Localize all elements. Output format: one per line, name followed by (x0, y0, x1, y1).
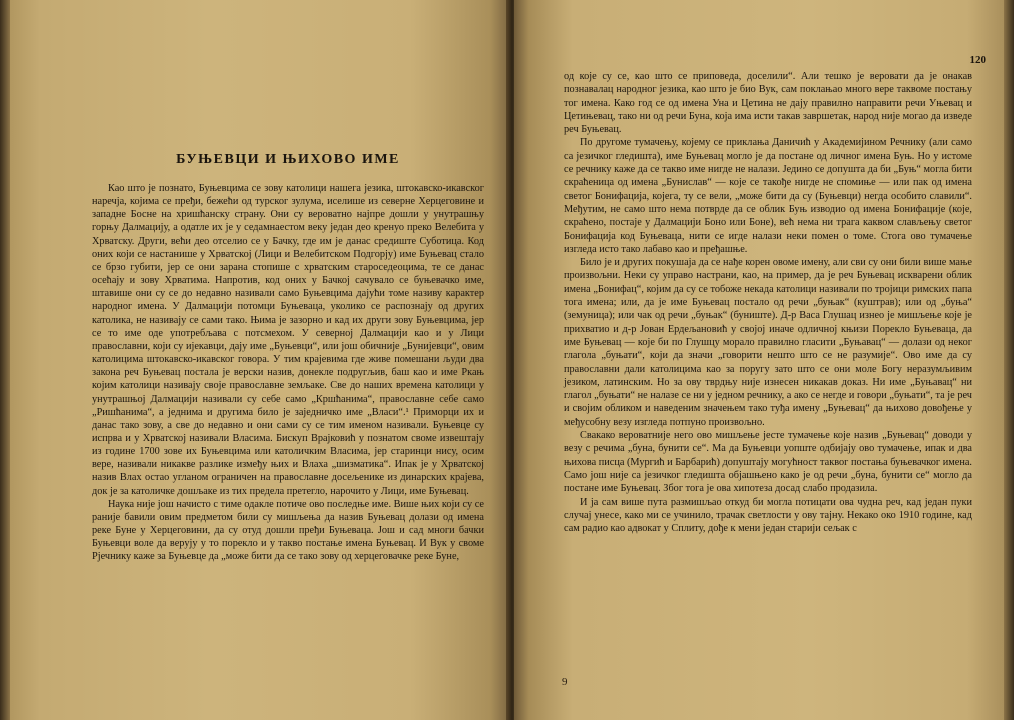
left-page (10, 0, 510, 720)
right-paragraph-1: од које су се, као што се приповеда, доселили“. Али тешко је веровати да је онакав познавалац народног језика, као што је био Вук, сам поклањао много вере таквоме постању тог имена. Како год се од имена Уна и Цетина не дају правилно направити речи Уњевац и Цетињевац, тако ни од речи Буна, која има исти такав завршетак, народ није могао да изведе реч Буњевац. (564, 71, 972, 136)
book-edge-left (0, 0, 10, 720)
chapter-title: БУЊЕВЦИ И ЊИХОВО ИМЕ (176, 152, 400, 167)
right-paragraph-2: По другоме тумачењу, којему се приклања Даничић у Академијином Речнику (али само са језичког гледишта), име Буњевац могло је да постане од личног имена Буњ. Но у истоме се речнику каже да се такво име нигде не налази. Једино се допушта да би „Буњ“ могла бити скраћеница од имена „Бунислав“ — које се такође нигде не спомиње — или пак од имена светог Бонифација, којега, ту се вели, „може бити да су (Буњевци) негда особито славили“. Међутим, не само што нема потврде да се облик Буњ изводио од имена Бонифације (које, скраћено, постаје у Далмацији Боно или Боне), већ нема ни трага каквом слављењу светог Бонифација код Буњеваца, нити се игде налази неки помен о томе. Стога ово тумачење изгледа исто тако лабаво као и пређашње. (564, 137, 972, 255)
right-paragraph-4: Свакако вероватније него ово мишљење јесте тумачење које назив „Буњевац“ доводи у везу с речима „буна, бунити се“. Ма да Буњевци уопште одбијају ово тумачење, ипак и два њихова писца (Мургић и Барбарић) допуштају могућност таквог постања буњевачког имена. Само још није са језичког гледишта објашњено како је од речи „буна, бунити се“ могло да постане име Буњевац. Због тога је ова хипотеза досад слабо продазила. (564, 430, 972, 495)
page-number-top: 120 (969, 54, 986, 66)
right-paragraph-5: И ја сам више пута размишљао откуд би могла потицати ова чудна реч, кад један пуки случај унесе, како ми се учинило, трачак светлости у ову тајну. Некако око 1910 године, кад сам радио као адвокат у Сплиту, дође к мени један старији сељак с (564, 496, 972, 535)
book-edge-right (1004, 0, 1014, 720)
left-paragraph-2: Наука није још начисто с тиме одакле потиче ово последње име. Више њих који су се раније бавили овим предметом били су мишљења да назив Буњевац долази од имена реке Буне у Херцеговини, да су отуд дошли пређи Буњеваца. Још и сад многи бачки Буњевци воле да верују у то порекло и у такво постање имена Буњевац. И Вук у своме Рјечнику каже за Буњевце да „може бити да се тако зову од херцеговачке реке Буне, (92, 498, 484, 563)
left-paragraph-1: Као што је познато, Буњевцима се зову католици нашега језика, штокавско-икавског наречја, којима се пређи, бежећи од турског зулума, иселише из северне Херцеговине и западне Босне на хришћанску страну. Они су вероватно најпре дошли у унутрашњу горњу Далмацију, а одатле их је у седамнаестом веку један део кренуо преко Велебита у Хрватску. Други, већи део отселио се у Бачку, где им је данас средиште Суботица. Код оних који се настанише у Хрватској (Лици и Велебитском Подгорју) име Буњевац стало се брзо губити, јер се они зарана стопише с хрватским староседеоцима, те се данас осећају и зову Хрватима. Напротив, код оних у Бачкој сачувало се буњевачко име, штавише они су се до недавно називали само Буњевцима дајући томе називу карактер народног имена. У Далмацији потомци Буњеваца, уколико се распознају од других католика, не називају се сами тако. Њима је зазорно и кад их други зову Буњевцима, јер се то име оде употребљава с потсмехом. У северној Далмацији као и у Лици православни, који су ијекавци, дају име „Буњевци“, или још обичније „Бунијевци“, овим католицима штокавско-икавског говора. У тим крајевима где живе помешани људи два закона реч Буњевац постала је верски назив, донекле подругљив, баш као и име Ркањ којим католици називају своје православне земљаке. Све до наших времена католици у унутрашњој Далмацији називали су себе само „Кршћанима“, православне себе само „Ришћанима“, а једнима и другима било је заједничко име „Власи“.¹ Приморци их и данас тако зову, а све до недавно и они сами су се тим именом називали. Буњевце су испрва и у Хрватској називали Власима. Бискуп Врајковић у познатом своме извештају из године 1700 зове их Буњевцима или католичким Власима, јер старинци нису, осим вере, називали никакве разлике између њих и Влаха „шизматика“. Ипак је у Хрватској назив Влах остао угланом ограничен на православне досељенике из динарских крајева, док је за католичке дошљаке из тих предела претегло, нарочито у Лици, име Буњевац. (92, 183, 484, 497)
footer-signature-number: 9 (562, 676, 568, 688)
right-paragraph-3: Било је и других покушаја да се нађе корен овоме имену, али сви су они били више мање произвољни. Неки су управо настрани, као, на пример, да је реч Буњевац искварени облик имена „Бонифац“, којим да су се тобоже некада католици називали по тројици римских папа тога имена; или, да је име Буњевац постало од речи „буњак“ (куштрав); или од „буња“ (земуница); или чак од речи „буњак“ (буниште). Д-р Васа Глушац изнео је мишљење које је прихватио и д-р Јован Ердељановић у својој иначе одличној књизи Порекло Буњеваца, да име Буњевац — које би по Глушцу морало правилно гласити „Буњавац“ — долази од неког глагола „буњати“, који да значи „говорити нешто што се не разумије“. Ово име да су православни дали католицима као за поругу зато што се они моле Богу неразумљивим језиком, латинским. Но за ову тврдњу није изнесен никакав доказ. Ни име „Буњавац“ ни глагол „буњати“ не налазе се ни у једном речнику, а ако се негде и говори „буњати“, та је реч и својим обликом и наведеним значењем тако туђа имену „Буњевац“ да њихово довођење у међусобну везу изгледа потпуно произвољно. (564, 257, 972, 428)
right-page (514, 0, 1006, 720)
